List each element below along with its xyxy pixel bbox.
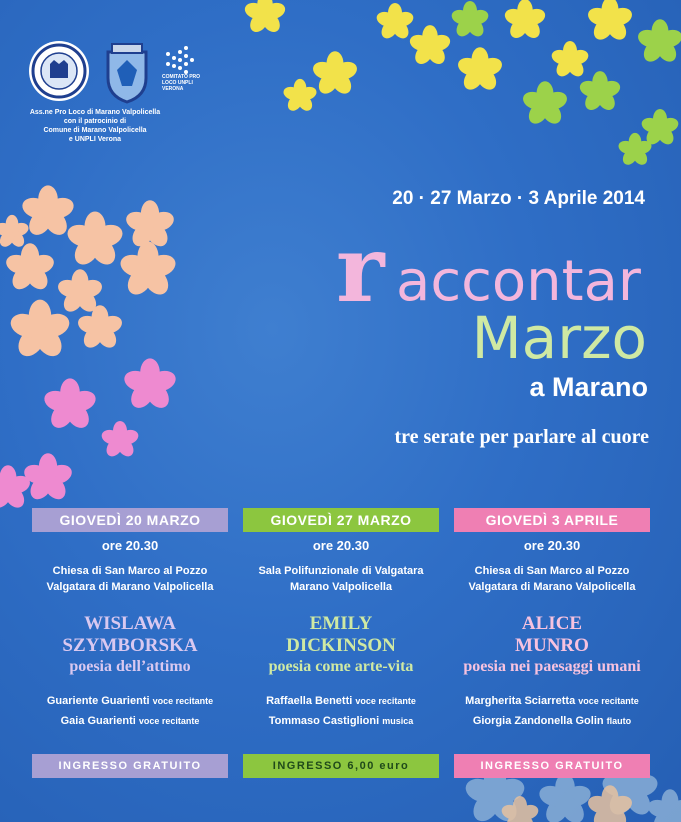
author-name (243, 613, 439, 657)
performer (32, 711, 228, 731)
performer (243, 711, 439, 731)
evening-day-label: GIOVEDÌ 20 MARZO (32, 508, 228, 532)
author-line: WISLAWA (84, 613, 176, 634)
performer-role: flauto (606, 716, 632, 726)
place-line: Valgatara di Marano Valpolicella (46, 581, 214, 593)
entry-badge-3: INGRESSO GRATUITO (454, 754, 650, 778)
performer-role: voce recitante (578, 696, 639, 706)
event-subtitle: tre serate per parlare al cuore (394, 426, 649, 448)
evening-column-2 (243, 508, 439, 731)
author-line: ALICE (521, 613, 583, 634)
performer-name: Gaia Guarienti (60, 715, 136, 727)
performer-name: Guariente Guarienti (46, 695, 150, 707)
place-line: Sala Polifunzionale di Valgatara (258, 565, 424, 577)
credit-line: con il patrocinio di (63, 118, 127, 125)
performer-name: Giorgia Zandonella Golin (472, 715, 604, 727)
title-raccontar (336, 215, 660, 323)
evening-place (243, 563, 439, 595)
author-line: SZYMBORSKA (62, 635, 198, 656)
title-marzo: Marzo (471, 304, 647, 372)
evening-day-label: GIOVEDÌ 27 MARZO (243, 508, 439, 532)
performer-role: voce recitante (138, 716, 200, 726)
performer-role: voce recitante (152, 696, 214, 706)
author-line: MUNRO (515, 635, 589, 656)
performer-role: voce recitante (355, 696, 416, 706)
event-dates: 20 · 27 Marzo · 3 Aprile 2014 (392, 188, 645, 209)
evening-theme: poesia dell’attimo (69, 658, 191, 675)
author-line: DICKINSON (286, 635, 396, 656)
comune-crest-logo (102, 42, 152, 109)
organizer-credits (20, 108, 170, 144)
performer (243, 691, 439, 711)
title-initial: r (336, 215, 385, 323)
credit-line: Comune di Marano Valpolicella (43, 127, 147, 134)
pro-loco-logo (28, 40, 90, 107)
unpli-verona-logo (160, 44, 208, 95)
performer (454, 711, 650, 731)
evening-time: ore 20.30 (101, 538, 159, 553)
evening-place (32, 563, 228, 595)
author-name (32, 613, 228, 657)
entry-badge-1: INGRESSO GRATUITO (32, 754, 228, 778)
evening-column-1 (32, 508, 228, 731)
performer (454, 691, 650, 711)
performers (243, 691, 439, 731)
performer-name: Margherita Sciarretta (465, 695, 576, 707)
title-marano: a Marano (529, 372, 648, 402)
author-name (454, 613, 650, 657)
performer-role: musica (382, 716, 414, 726)
place-line: Marano Valpolicella (289, 581, 393, 593)
entry-badge-2: INGRESSO 6,00 euro (243, 754, 439, 778)
performers (454, 691, 650, 731)
place-line: Chiesa di San Marco al Pozzo (52, 565, 208, 577)
performer (32, 691, 228, 711)
evening-place (454, 563, 650, 595)
unpli-logo-text: COMITATO PRO LOCO UNPLI VERONA (162, 74, 201, 92)
evening-theme: poesia come arte-vita (268, 658, 414, 675)
performers (32, 691, 228, 731)
evening-column-3 (454, 508, 650, 731)
performer-name: Tommaso Castiglioni (268, 715, 380, 727)
place-line: Chiesa di San Marco al Pozzo (474, 565, 630, 577)
credit-line: e UNPLI Verona (68, 136, 122, 143)
evening-time: ore 20.30 (523, 538, 581, 553)
author-line: EMILY (309, 613, 373, 634)
title-rest: accontar (396, 249, 641, 314)
evening-theme: poesia nei paesaggi umani (463, 658, 641, 675)
evening-time: ore 20.30 (312, 538, 370, 553)
credit-line: Ass.ne Pro Loco di Marano Valpolicella (29, 109, 161, 116)
place-line: Valgatara di Marano Valpolicella (468, 581, 636, 593)
evening-day-label: GIOVEDÌ 3 APRILE (454, 508, 650, 532)
performer-name: Raffaella Benetti (266, 695, 353, 707)
